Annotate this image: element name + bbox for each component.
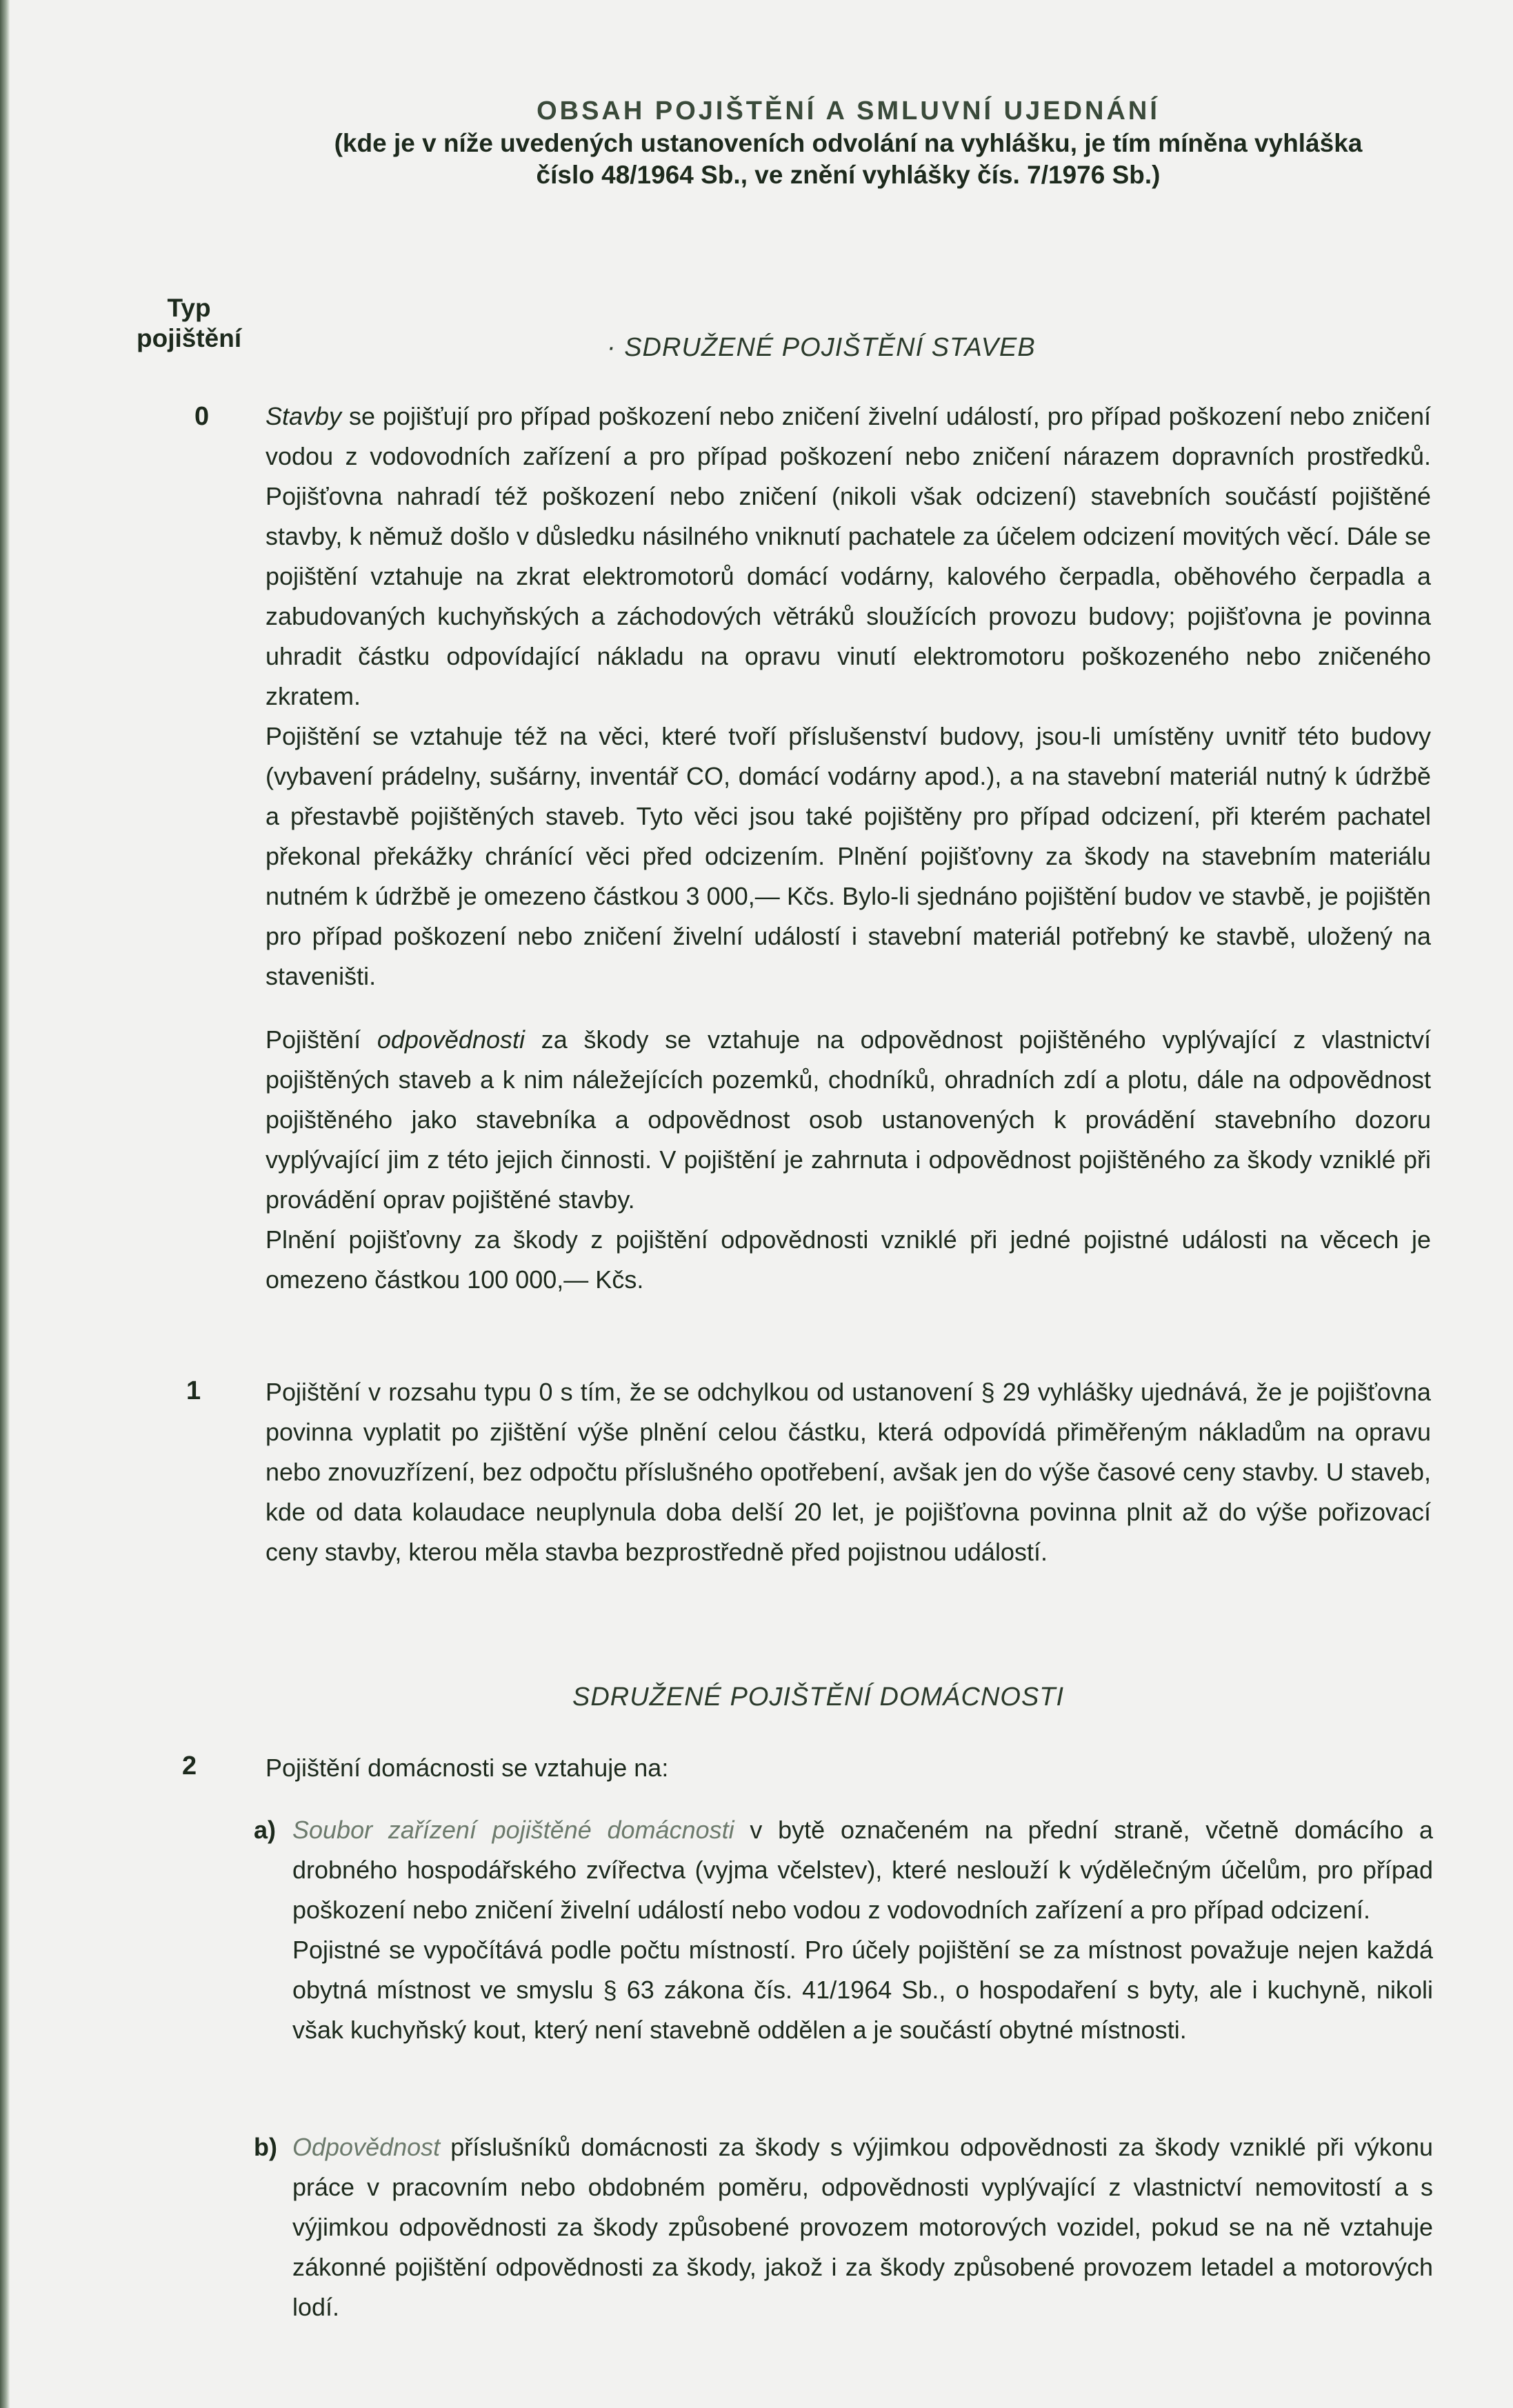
section-heading-stavby: · SDRUŽENÉ POJIŠTĚNÍ STAVEB [607,333,1036,362]
column-label-line-2: pojištění [137,324,242,352]
column-label-typ-pojisteni [137,293,241,354]
type-2-item-b [254,2127,1433,2327]
type-1-paragraph: Pojištění v rozsahu typu 0 s tím, že se odchylkou od ustanovení § 29 vyhlášky ujednává, že je pojišťovna povinna vyplatit po zjištění výše plnění celou částku, která odpovídá přiměřeným nákladům na opravu nebo znovuzřízení, bez odpočtu příslušného opotřebení, avšak jen do výše časové ceny stavby. U staveb, kde od data kolaudace neuplynula doba delší 20 let, je pojišťovna povinna plnit až do výše pořizovací ceny stavby, kterou měla stavba bezprostředně před pojistnou událostí. [265,1378,1431,1566]
item-b-label: b) [254,2133,277,2161]
type-2-intro-text: Pojištění domácnosti se vztahuje na: [265,1754,669,1782]
type-1-text [265,1372,1431,1572]
item-a-label: a) [254,1816,277,1844]
item-a-p1-body: v bytě označeném na přední straně, včetně domácího a drobného hospodářského zvířectva (vyjma včelstev), které neslouží k výdělečným účelům, pro případ poškození nebo zničení živelní událostí nebo vodou z vodovodních zařízení a pro případ odcizení. [292,1816,1433,1924]
scan-left-edge [0,0,10,2408]
section-heading-domacnosti: SDRUŽENÉ POJIŠTĚNÍ DOMÁCNOSTI [572,1683,1065,1712]
type-number-0: 0 [194,402,210,431]
type-0-paragraph-3 [265,1020,1431,1220]
type-0-p1-body: se pojišťují pro případ poškození nebo zničení živelní událostí, pro případ poškození nebo zničení vodou z vodovodních zařízení a pro případ poškození nebo zničení nárazem dopravních prostředků. Pojišťovna nahradí též poškození nebo zničení (nikoli však odcizení) stavebních součástí pojištěné stavby, k němuž došlo v důsledku násilného vniknutí pachatele za účelem odcizení movitých věcí. Dále se pojištění vztahuje na zkrat elektromotorů domácí vodárny, kalového čerpadla, oběhového čerpadla a zabudovaných kuchyňských a záchodových větráků sloužících provozu budovy; pojišťovna je povinna uhradit částku odpovídající nákladu na opravu vinutí elektromotoru poškozeného nebo zničeného zkratem. [265,402,1431,710]
type-0-paragraph-4: Plnění pojišťovny za škody z pojištění odpovědnosti vzniklé při jedné pojistné události na věcech je omezeno částkou 100 000,— Kčs. [265,1225,1431,1294]
item-b-paragraph [292,2127,1433,2327]
type-number-2: 2 [182,1752,197,1780]
column-label-line-1: Typ [167,294,211,322]
item-a-paragraph-2: Pojistné se vypočítává podle počtu místností. Pro účely pojištění se za místnost považuje nejen každá obytná místnost ve smyslu § 63 zákona čís. 41/1964 Sb., o hospodaření s byty, ale i kuchyně, nikoli však kuchyňský kout, který není stavebně oddělen a je součástí obytné místnosti. [292,1936,1433,2044]
header-note-line-1: (kde je v níže uvedených ustanoveních odvolání na vyhlášku, je tím míněna vyhláška [334,129,1363,157]
item-a-lead: Soubor zařízení pojištěné domácnosti [292,1816,734,1844]
type-2-item-a [254,1810,1433,2050]
type-0-text [265,397,1431,1300]
header-note-line-2: číslo 48/1964 Sb., ve znění vyhlášky čís. 7/1976 Sb.) [536,161,1161,189]
type-0-p3-pre: Pojištění [265,1025,377,1054]
item-a-body [292,1810,1433,2050]
type-0-paragraph-2: Pojištění se vztahuje též na věci, které tvoří příslušenství budovy, jsou-li umístěny uvnitř této budovy (vybavení prádelny, sušárny, inventář CO, domácí vodárny apod.), a na stavební materiál nutný k údržbě a přestavbě pojištěných staveb. Tyto věci jsou také pojištěny pro případ odcizení, při kterém pachatel překonal překážky chránící věci před odcizením. Plnění pojišťovny za škody na stavebním materiálu nutném k údržbě je omezeno částkou 3 000,— Kčs. Bylo-li sjednáno pojištění budov ve stavbě, je pojištěn pro případ poškození nebo zničení živelní událostí i stavební materiál potřebný ke stavbě, uložený na staveništi. [265,722,1431,990]
item-a-paragraph-1 [292,1810,1433,1930]
type-0-paragraph-1 [265,397,1431,716]
type-0-lead: Stavby [265,402,342,430]
type-2-intro [265,1748,1431,1788]
type-number-1: 1 [186,1376,201,1405]
type-0-p3-body: za škody se vztahuje na odpovědnost pojištěného vyplývající z vlastnictví pojištěných staveb a k nim náležejících pozemků, chodníků, ohradních zdí a plotu, dále na odpovědnost pojištěného jako stavebníka a odpovědnost osob ustanovených k provádění stavebního dozoru vyplývající jim z této jejich činnosti. V pojištění je zahrnuta i odpovědnost pojištěného za škody vzniklé při provádění oprav pojištěné stavby. [265,1025,1432,1214]
item-b-body-text: příslušníků domácnosti za škody s výjimkou odpovědnosti za škody vzniklé při výkonu práce v pracovním nebo obdobném poměru, odpovědnosti vyplývající z vlastnictví nemovitostí a s výjimkou odpovědnosti za škody způsobené provozem motorových vozidel, pokud se na ně vztahuje zákonné pojištění odpovědnosti za škody, jakož i za škody způsobené provozem letadel a motorových lodí. [292,2133,1433,2321]
type-0-p3-lead: odpovědnosti [377,1025,525,1054]
item-b-body [292,2127,1433,2327]
document-header [228,97,1469,190]
item-b-lead: Odpovědnost [292,2133,441,2161]
document-title: OBSAH POJIŠTĚNÍ A SMLUVNÍ UJEDNÁNÍ [537,97,1160,126]
